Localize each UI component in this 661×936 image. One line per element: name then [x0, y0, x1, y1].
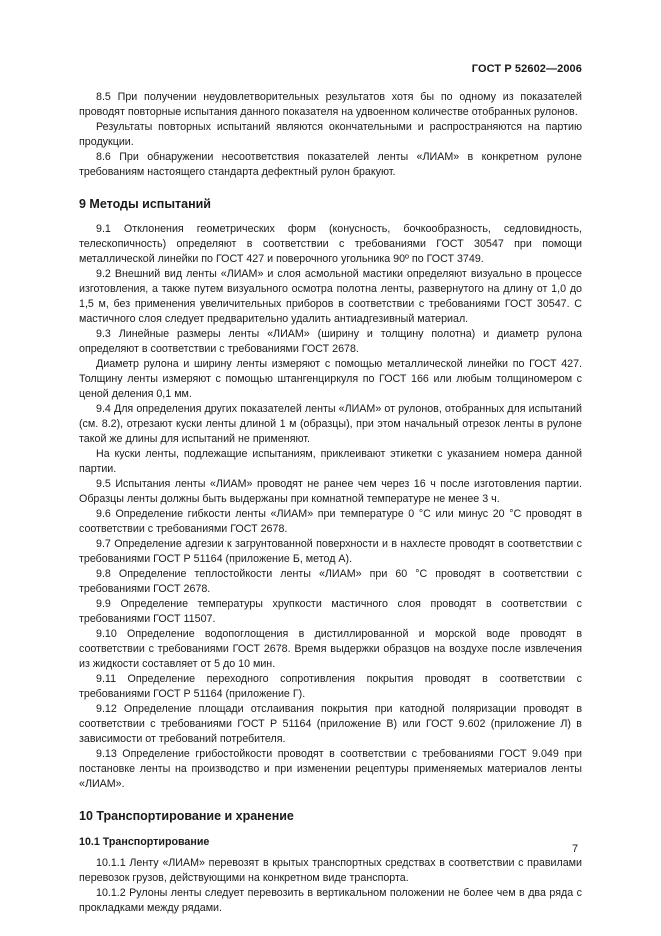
clause-9-4: 9.4 Для определения других показателей ленты «ЛИАМ» от рулонов, отобранных для испытаний (см. 8.2), отрезают куски ленты длиной 1 м (образцы), при этом начальный отрезок ленты в рулоне такой же длины для испытаний не применяют.: [79, 403, 582, 445]
clause-8-5-results: Результаты повторных испытаний являются окончательными и распространяются на партию продукции.: [79, 121, 582, 148]
document-body: [79, 90, 582, 916]
clause-9-8: 9.8 Определение теплостойкости ленты «ЛИАМ» при 60 °С проводят в соответствии с требованиями ГОСТ 2678.: [79, 568, 582, 595]
clause-9-11: 9.11 Определение переходного сопротивления покрытия проводят в соответствии с требованиями ГОСТ Р 51164 (приложение Г).: [79, 673, 582, 700]
clause-9-7: 9.7 Определение адгезии к загрунтованной поверхности и в нахлесте проводят в соответствии с требованиями ГОСТ Р 51164 (приложение Б, метод А).: [79, 538, 582, 565]
clause-8-6: 8.6 При обнаружении несоответствия показателей ленты «ЛИАМ» в конкретном рулоне требованиям настоящего стандарта дефектный рулон бракуют.: [79, 151, 582, 178]
clause-9-10: 9.10 Определение водопоглощения в дистиллированной и морской воде проводят в соответствии с требованиями ГОСТ 2678. Время выдержки образцов на воздухе после извлечения из жидкости составляет от 5 до 10 мин.: [79, 628, 582, 670]
clause-9-9: 9.9 Определение температуры хрупкости мастичного слоя проводят в соответствии с требованиями ГОСТ 11507.: [79, 598, 582, 625]
clause-9-3-continuation: Диаметр рулона и ширину ленты измеряют с помощью металлической линейки по ГОСТ 427. Толщину ленты измеряют с помощью штангенциркуля по ГОСТ 166 или любым толщиномером с ценой деления 0,1 мм.: [79, 358, 582, 400]
clause-10-1-1: 10.1.1 Ленту «ЛИАМ» перевозят в крытых транспортных средствах в соответствии с правилами перевозок грузов, действующими на конкретном виде транспорта.: [79, 857, 582, 884]
clause-9-6: 9.6 Определение гибкости ленты «ЛИАМ» при температуре 0 °С или минус 20 °С проводят в соответствии с требованиями ГОСТ 2678.: [79, 508, 582, 535]
section-9-heading: 9 Методы испытаний: [79, 197, 211, 211]
clause-9-1: 9.1 Отклонения геометрических форм (конусность, бочкообразность, седловидность, телескопичность) определяют в соответствии с требованиями ГОСТ 30547 при помощи металлической линейки по ГОСТ 427 и поверочного угольника 90º по ГОСТ 3749.: [79, 223, 582, 265]
document-header-id: ГОСТ Р 52602—2006: [471, 63, 582, 75]
clause-9-4-continuation: На куски ленты, подлежащие испытаниям, приклеивают этикетки с указанием номера данной партии.: [79, 448, 582, 475]
clause-9-3: 9.3 Линейные размеры ленты «ЛИАМ» (ширину и толщину полотна) и диаметр рулона определяют в соответствии с требованиями ГОСТ 2678.: [79, 328, 582, 355]
subsection-10-1-heading: 10.1 Транспортирование: [79, 836, 210, 848]
clause-10-1-2: 10.1.2 Рулоны ленты следует перевозить в вертикальном положении не более чем в два ряда с прокладками между рядами.: [79, 887, 582, 914]
clause-9-2: 9.2 Внешний вид ленты «ЛИАМ» и слоя асмольной мастики определяют визуально в процессе изготовления, а также путем визуального осмотра полотна ленты, развернутого на длину от 1,0 до 1,5 м, без применения увеличительных приборов в соответствии с требованиями ГОСТ 30547. С мастичного слоя следует предварительно удалить антиадгезивный материал.: [79, 268, 582, 325]
clause-8-5: 8.5 При получении неудовлетворительных результатов хотя бы по одному из показателей проводят повторные испытания данного показателя на удвоенном количестве отобранных рулонов.: [79, 91, 582, 118]
section-10-heading: 10 Транспортирование и хранение: [79, 809, 294, 823]
page-number: 7: [572, 843, 579, 855]
clause-9-5: 9.5 Испытания ленты «ЛИАМ» проводят не ранее чем через 16 ч после изготовления партии. Образцы ленты должны быть выдержаны при комнатной температуре не менее 3 ч.: [79, 478, 582, 505]
clause-9-13: 9.13 Определение грибостойкости проводят в соответствии с требованиями ГОСТ 9.049 при постановке ленты на производство и при изменении рецептуры применяемых материалов ленты «ЛИАМ».: [79, 748, 582, 790]
clause-9-12: 9.12 Определение площади отслаивания покрытия при катодной поляризации проводят в соответствии с требованиями ГОСТ Р 51164 (приложение В) или ГОСТ 9.602 (приложение Л) в зависимости от требований потребителя.: [79, 703, 582, 745]
